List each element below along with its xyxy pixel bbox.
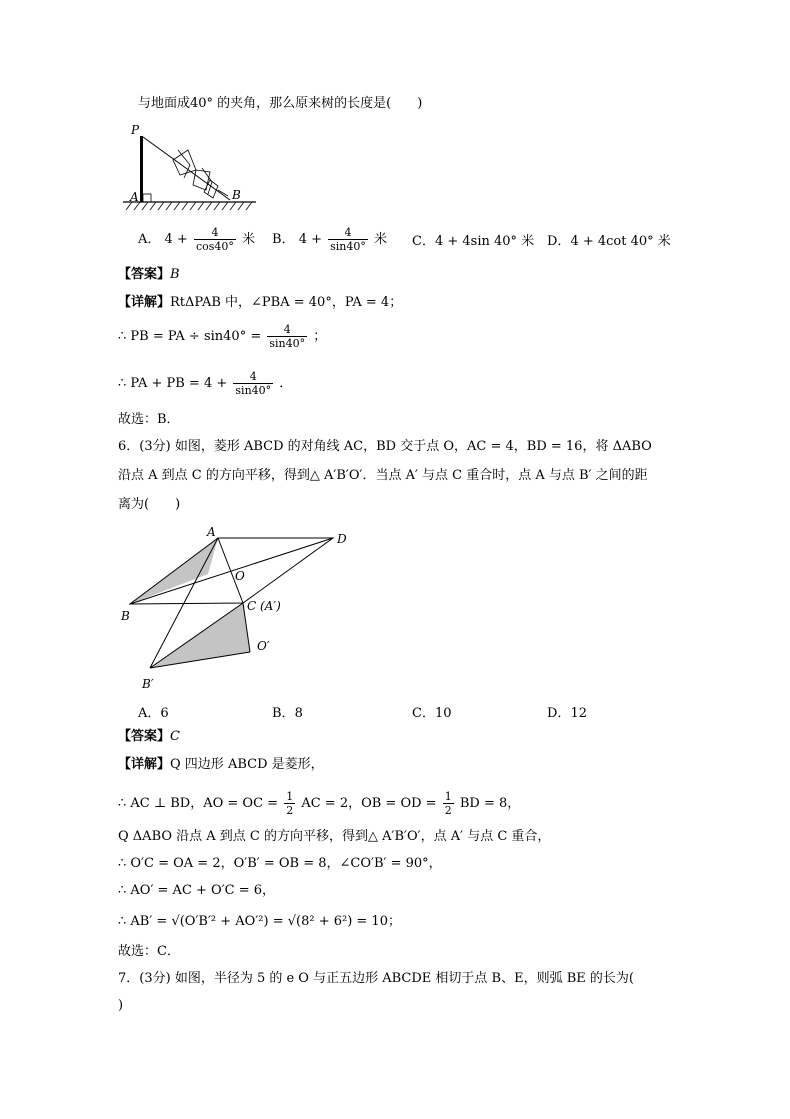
q5-answer-tag: 【答案】 bbox=[118, 267, 171, 282]
q6-detail-6: ∴ AB′ = √(O′B′² + AO′²) = √(8² + 6²) = 10； bbox=[118, 914, 401, 929]
q6-detail-3: Q ΔABO 沿点 A 到点 C 的方向平移，得到△ A′B′O′，点 A′ 与点 C 重合， bbox=[118, 829, 551, 844]
q6-label-d: D bbox=[337, 532, 347, 546]
q6-label-a: A bbox=[207, 525, 216, 539]
q6-detail-5: ∴ AO′ = AC + O′C = 6， bbox=[118, 883, 276, 898]
q6-stem-1: 6．(3分) 如图，菱形 ABCD 的对角线 AC，BD 交于点 O，AC = 4，BD = 16，将 ΔABO bbox=[118, 439, 652, 454]
q6-option-c bbox=[412, 702, 452, 721]
q5-detail-2 bbox=[118, 323, 326, 350]
q6-figure bbox=[115, 522, 365, 692]
q6-detail-line2-frac2: $\frac{1}{2}$ bbox=[444, 790, 452, 817]
q5-detail-line2-post: ； bbox=[313, 329, 327, 344]
q5-option-c bbox=[412, 230, 534, 249]
q5-detail-line1: RtΔPAB 中，∠PBA = 40°，PA = 4； bbox=[170, 295, 403, 310]
q5-option-d-text: 4 + 4cot 40° 米 bbox=[570, 234, 671, 249]
q6-label-b: B bbox=[121, 609, 130, 623]
q5-option-a-frac: $\frac{4}{\cos 40^\circ}$ bbox=[195, 226, 234, 253]
q6-detail-1 bbox=[118, 757, 324, 773]
q5-stem-tail: 与地面成40° 的夹角，那么原来树的长度是( ) bbox=[138, 96, 423, 111]
q6-option-b bbox=[272, 702, 303, 721]
q5-choose: 故选：B． bbox=[118, 412, 180, 427]
q5-answer-value: B bbox=[170, 267, 180, 282]
q5-option-b-pre: 4 + bbox=[298, 232, 322, 247]
q6-detail-tag: 【详解】 bbox=[118, 757, 171, 772]
q6-option-a-text: 6 bbox=[160, 706, 169, 721]
q5-figure bbox=[118, 120, 258, 215]
q6-label-b2: B′ bbox=[142, 677, 154, 691]
q6-choose: 故选：C． bbox=[118, 944, 180, 959]
q6-detail-2 bbox=[118, 790, 520, 817]
q6-label-o2: O′ bbox=[257, 639, 270, 653]
q6-option-d-text: 12 bbox=[570, 706, 587, 721]
q5-option-a-label: A． bbox=[138, 232, 161, 247]
q5-label-a: A bbox=[130, 190, 139, 204]
q5-detail-line2-frac: $\frac{4}{\sin 40^\circ}$ bbox=[269, 323, 306, 350]
q6-detail-line2-post: BD = 8， bbox=[459, 796, 521, 811]
q6-label-c: C (A′) bbox=[247, 599, 281, 613]
q6-option-d bbox=[547, 702, 587, 721]
q5-detail-line3-frac: $\frac{4}{\sin 40^\circ}$ bbox=[235, 370, 272, 397]
q5-option-a-pre: 4 + bbox=[164, 232, 188, 247]
q5-label-b: B bbox=[232, 188, 241, 202]
q5-detail-3 bbox=[118, 370, 292, 397]
q6-option-d-label: D． bbox=[547, 706, 571, 721]
q5-option-a-unit: 米 bbox=[242, 232, 256, 247]
q6-label-o: O bbox=[235, 569, 245, 583]
q5-option-b bbox=[272, 226, 387, 253]
q6-stem-3: 离为( ) bbox=[118, 497, 181, 512]
q5-option-c-text: 4 + 4sin 40° 米 bbox=[434, 234, 535, 249]
q5-option-d bbox=[547, 230, 671, 249]
q6-detail-line2-mid: AC = 2，OB = OD = bbox=[301, 796, 437, 811]
q5-detail-line3-pre: ∴ PA + PB = 4 + bbox=[118, 376, 228, 391]
q5-detail-line3-post: ． bbox=[279, 376, 293, 391]
q5-option-b-unit: 米 bbox=[374, 232, 388, 247]
q5-label-p: P bbox=[131, 123, 140, 137]
q5-answer bbox=[118, 267, 180, 283]
q6-detail-4: ∴ O′C = OA = 2，O′B′ = OB = 8，∠CO′B′ = 90°， bbox=[118, 856, 442, 871]
q6-detail-line2-frac1: $\frac{1}{2}$ bbox=[286, 790, 294, 817]
q6-option-a-label: A． bbox=[138, 706, 161, 721]
q5-option-b-label: B． bbox=[272, 232, 295, 247]
q7-stem-2: ) bbox=[118, 998, 124, 1013]
q6-detail-line2-pre: ∴ AC ⊥ BD，AO = OC = bbox=[118, 796, 279, 811]
q5-detail-line2-pre: ∴ PB = PA ÷ sin40° = bbox=[118, 329, 262, 344]
q5-option-d-label: D． bbox=[547, 234, 571, 249]
q6-option-c-label: C． bbox=[412, 706, 435, 721]
q5-option-a bbox=[138, 226, 255, 253]
q6-answer bbox=[118, 729, 180, 745]
q6-option-b-label: B． bbox=[272, 706, 295, 721]
q5-detail-1 bbox=[118, 295, 402, 311]
q6-option-b-text: 8 bbox=[294, 706, 303, 721]
q6-option-c-text: 10 bbox=[434, 706, 452, 721]
q5-option-c-label: C． bbox=[412, 234, 435, 249]
q6-detail-line1: Q 四边形 ABCD 是菱形， bbox=[170, 757, 324, 772]
q5-option-b-frac: $\frac{4}{\sin 40^\circ}$ bbox=[330, 226, 366, 253]
q6-stem-2: 沿点 A 到点 C 的方向平移，得到△ A′B′O′．当点 A′ 与点 C 重合时，点 A 与点 B′ 之间的距 bbox=[118, 468, 648, 483]
q6-option-a bbox=[138, 702, 169, 721]
q5-detail-tag: 【详解】 bbox=[118, 295, 171, 310]
q6-answer-tag: 【答案】 bbox=[118, 729, 171, 744]
q7-stem-1: 7．(3分) 如图，半径为 5 的 e O 与正五边形 ABCDE 相切于点 B、E，则弧 BE 的长为( bbox=[118, 971, 634, 986]
q6-answer-value: C bbox=[170, 729, 180, 744]
